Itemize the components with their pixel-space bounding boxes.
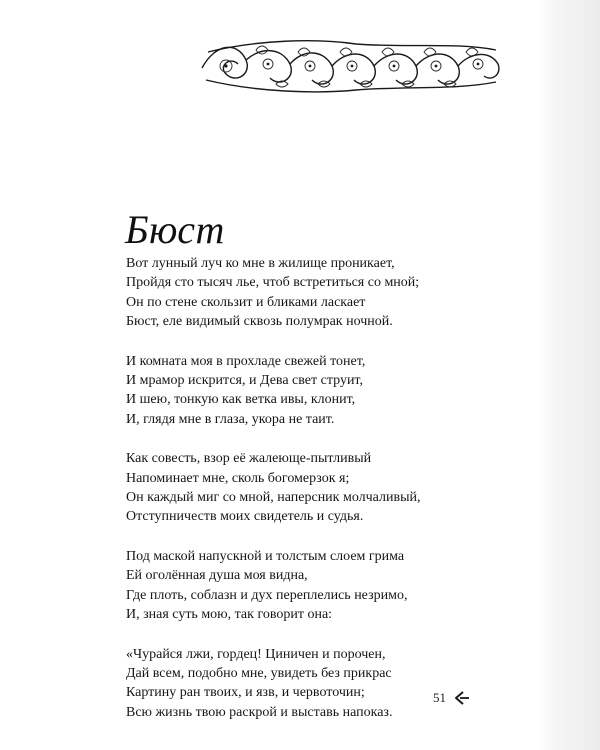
poem-line: Пройдя сто тысяч лье, чтоб встретиться со мной;	[126, 275, 420, 291]
poem-line: И шею, тонкую как ветка ивы, клонит,	[126, 392, 356, 408]
stanza-3	[126, 449, 546, 527]
poem-line: И комната моя в прохладе свежей тонет,	[126, 353, 366, 369]
floral-ornament-icon	[196, 36, 506, 98]
stanza-5	[126, 645, 546, 723]
poem-line: Всю жизнь твою раскрой и выставь напоказ.	[126, 704, 393, 720]
poem-line: И, глядя мне в глаза, укора не таит.	[126, 411, 335, 427]
poem-line: Напоминает мне, сколь богомерзок я;	[126, 470, 350, 486]
poem-line: Отступничеств моих свидетель и судья.	[126, 509, 364, 525]
poem-line: Как совесть, взор её жалеюще-пытливый	[126, 451, 372, 467]
poem-line: И мрамор искрится, и Дева свет струит,	[126, 373, 364, 389]
poem-line: «Чурайся лжи, гордец! Циничен и порочен,	[126, 646, 386, 662]
poem-line: Бюст, еле видимый сквозь полумрак ночной.	[126, 314, 393, 330]
poem-line: Он по стене скользит и бликами ласкает	[126, 294, 366, 310]
poem-line: Дай всем, подобно мне, увидеть без прикрас	[126, 665, 392, 681]
stanza-1	[126, 254, 546, 332]
poem-line: Он каждый миг со мной, наперсник молчаливый,	[126, 490, 421, 506]
poem-line: И, зная суть мою, так говорит она:	[126, 607, 333, 623]
poem-line: Картину ран твоих, и язв, и червоточин;	[126, 685, 365, 701]
poem-line: Вот лунный луч ко мне в жилище проникает,	[126, 256, 395, 271]
page-edge-shadow	[538, 0, 600, 750]
arrow-left-icon	[454, 691, 470, 705]
page-footer	[433, 690, 470, 706]
page-number: 51	[433, 690, 446, 705]
poem-body	[126, 254, 546, 742]
poem-title: Бюст	[125, 207, 225, 252]
poem-line: Где плоть, соблазн и дух переплелись незримо,	[126, 587, 408, 603]
poem-line: Под маской напускной и толстым слоем грима	[126, 548, 405, 564]
poem-line: Ей оголённая душа моя видна,	[126, 568, 308, 584]
stanza-4	[126, 547, 546, 625]
stanza-2	[126, 352, 546, 430]
